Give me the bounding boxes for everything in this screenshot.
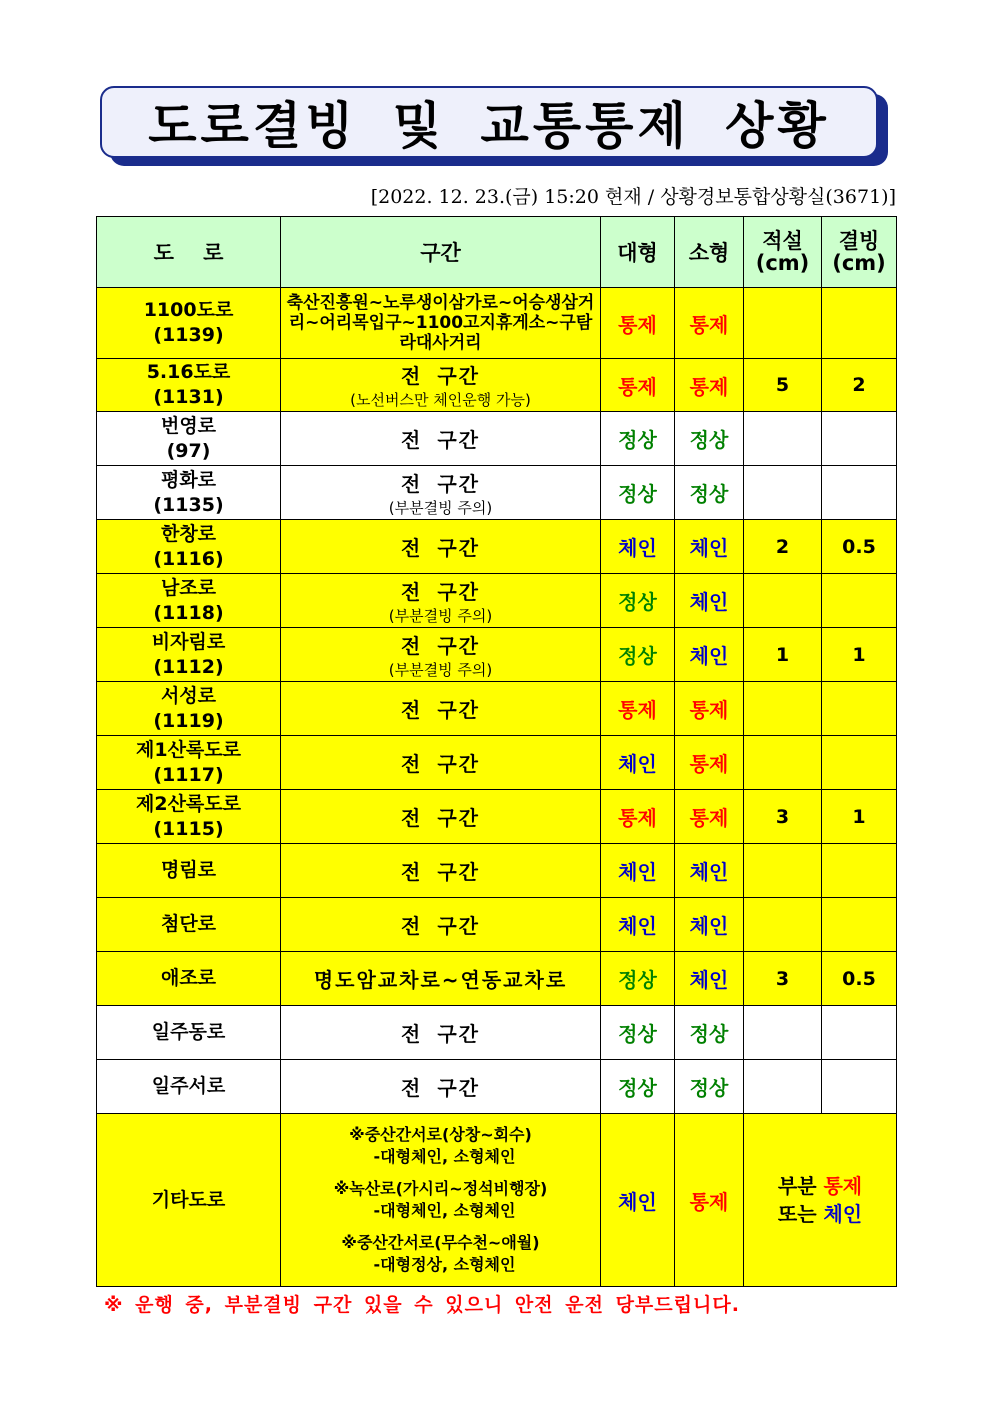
road-name: 제1산록도로 [136,738,241,761]
partial-note: 부분 통제 또는 체인 [744,1114,897,1287]
table-row [97,844,897,898]
road-name: 서성로 [160,684,217,707]
ice-depth: 2 [822,359,897,412]
road-status-table [96,216,897,1287]
section-text: 전 구간 [401,806,480,830]
ice-depth [822,288,897,359]
ice-depth: 1 [822,628,897,682]
large-vehicle-status: 체인 [601,736,675,790]
section-text: 전 구간 [401,752,480,776]
section-text: 전 구간 [401,860,480,884]
table-row [97,1006,897,1060]
section-note: (부분결빙 주의) [388,606,493,625]
road-number: (1139) [153,324,224,346]
road-number: (97) [166,439,211,462]
ice-depth [822,574,897,628]
road-cell [97,790,281,844]
safety-notice: ※ 운행 중, 부분결빙 구간 있을 수 있으니 안전 운전 당부드립니다. [104,1294,740,1316]
small-vehicle-status: 통제 [675,790,744,844]
snow-depth: 3 [744,790,822,844]
section-text: 명도암교차로~연동교차로 [313,968,568,992]
snow-depth [744,898,822,952]
large-vehicle-status: 통제 [601,288,675,359]
road-name: 한창로 [160,522,217,545]
other-route-detail: -대형체인, 소형체인 [373,1201,516,1220]
table-row [97,628,897,682]
large-vehicle-status: 정상 [601,1006,675,1060]
road-cell [97,736,281,790]
ice-depth [822,412,897,466]
table-row [97,520,897,574]
road-name: 평화로 [160,468,217,491]
table-row [97,466,897,520]
road-number: (1118) [153,601,224,624]
snow-depth: 1 [744,628,822,682]
ice-depth [822,466,897,520]
table-header-row [97,217,897,288]
section-text: 전 구간 [401,428,480,452]
large-vehicle-status: 정상 [601,466,675,520]
road-name: 남조로 [160,576,217,599]
small-vehicle-status: 정상 [675,466,744,520]
road-cell [97,1060,281,1114]
title-banner [100,86,890,168]
small-vehicle-status: 정상 [675,1060,744,1114]
table-row [97,682,897,736]
section-text: 전 구간 [401,914,480,938]
header-large: 대형 [601,217,675,288]
section-cell [281,844,601,898]
road-name: 명림로 [160,859,217,881]
header-section: 구간 [281,217,601,288]
snow-depth [744,288,822,359]
section-text: 전 구간 [401,579,480,604]
snow-depth [744,1060,822,1114]
section-note: (노선버스만 체인운행 가능) [350,391,531,409]
ice-depth: 0.5 [822,952,897,1006]
road-name: 일주서로 [151,1075,226,1097]
other-route: ※중산간서로(무수천~애월) [341,1233,540,1252]
table-row [97,1060,897,1114]
section-cell [281,952,601,1006]
road-name: 일주동로 [151,1021,226,1043]
small-vehicle-status: 체인 [675,574,744,628]
road-cell: 기타도로 [97,1114,281,1287]
road-number: (1135) [153,493,224,516]
large-vehicle-status: 통제 [601,790,675,844]
report-timestamp: [2022. 12. 23.(금) 15:20 현재 / 상황경보통합상황실(3671)] [370,186,896,208]
section-cell [281,736,601,790]
section-text: 전 구간 [401,633,480,658]
table-row [97,359,897,412]
section-cell [281,1006,601,1060]
section-cell [281,898,601,952]
road-name: 비자림로 [151,630,226,653]
large-vehicle-status: 정상 [601,412,675,466]
snow-depth: 3 [744,952,822,1006]
snow-depth [744,1006,822,1060]
small-vehicle-status: 통제 [675,736,744,790]
header-ice: 결빙 (cm) [822,217,897,288]
road-cell [97,288,281,359]
section-cell [281,1114,601,1287]
road-name: 번영로 [160,414,217,437]
section-note: (부분결빙 주의) [388,660,493,679]
small-vehicle-status: 정상 [675,1006,744,1060]
large-vehicle-status: 정상 [601,574,675,628]
road-cell [97,466,281,520]
large-vehicle-status: 정상 [601,628,675,682]
table-row [97,288,897,359]
section-text: 전 구간 [401,698,480,722]
road-cell [97,574,281,628]
header-small: 소형 [675,217,744,288]
snow-depth [744,736,822,790]
ice-depth [822,1006,897,1060]
section-text: 전 구간 [401,1022,480,1046]
table-row [97,898,897,952]
large-vehicle-status: 체인 [601,1114,675,1287]
large-vehicle-status: 통제 [601,359,675,412]
section-cell [281,359,601,412]
road-number: (1116) [153,547,224,570]
other-route: ※중산간서로(상창~회수) [349,1125,532,1144]
section-cell [281,682,601,736]
snow-depth [744,682,822,736]
large-vehicle-status: 체인 [601,898,675,952]
small-vehicle-status: 통제 [675,288,744,359]
other-route-detail: -대형체인, 소형체인 [373,1147,516,1166]
section-cell [281,412,601,466]
table-row [97,736,897,790]
snow-depth [744,844,822,898]
table-row [97,952,897,1006]
ice-depth [822,736,897,790]
table-row [97,790,897,844]
section-cell [281,466,601,520]
road-cell [97,1006,281,1060]
ice-depth [822,898,897,952]
large-vehicle-status: 정상 [601,1060,675,1114]
road-name: 제2산록도로 [136,792,241,815]
small-vehicle-status: 체인 [675,520,744,574]
road-name: 첨단로 [160,913,217,935]
small-vehicle-status: 통제 [675,682,744,736]
page-title: 도로결빙 및 교통통제 상황 [148,97,830,155]
snow-depth [744,466,822,520]
snow-depth [744,412,822,466]
table-row [97,412,897,466]
road-number: (1117) [153,763,224,786]
road-cell [97,628,281,682]
road-number: (1112) [153,655,224,678]
section-cell [281,520,601,574]
road-cell [97,359,281,412]
road-cell [97,520,281,574]
table-row [97,574,897,628]
snow-depth: 5 [744,359,822,412]
large-vehicle-status: 정상 [601,952,675,1006]
road-number: (1131) [153,386,224,408]
title-box [100,86,878,158]
small-vehicle-status: 체인 [675,628,744,682]
other-route: ※녹산로(가시리~정석비행장) [333,1179,548,1198]
small-vehicle-status: 정상 [675,412,744,466]
section-cell [281,628,601,682]
road-name: 5.16도로 [146,361,231,383]
section-cell [281,574,601,628]
snow-depth [744,574,822,628]
snow-depth: 2 [744,520,822,574]
ice-depth: 0.5 [822,520,897,574]
section-cell [281,1060,601,1114]
road-number: (1119) [153,709,224,732]
large-vehicle-status: 통제 [601,682,675,736]
road-name: 애조로 [160,967,217,989]
section-text: 전 구간 [401,1076,480,1100]
road-number: (1115) [153,817,224,840]
section-text: 전 구간 [401,536,480,560]
road-cell [97,844,281,898]
small-vehicle-status: 체인 [675,844,744,898]
road-cell [97,682,281,736]
ice-depth [822,844,897,898]
ice-depth: 1 [822,790,897,844]
header-road: 도 로 [97,217,281,288]
header-snow: 적설 (cm) [744,217,822,288]
section-text: 전 구간 [401,471,480,496]
small-vehicle-status: 통제 [675,359,744,412]
ice-depth [822,682,897,736]
small-vehicle-status: 체인 [675,898,744,952]
ice-depth [822,1060,897,1114]
large-vehicle-status: 체인 [601,520,675,574]
road-cell [97,412,281,466]
section-cell: 축산진흥원~노루생이삼가로~어승생삼거리~어리목입구~1100고지휴게소~구탐라대사거리 [281,288,601,359]
road-name: 1100도로 [143,299,234,321]
table-row-other-roads [97,1114,897,1287]
road-cell [97,952,281,1006]
small-vehicle-status: 통제 [675,1114,744,1287]
road-cell [97,898,281,952]
other-route-detail: -대형정상, 소형체인 [373,1255,516,1274]
section-text: 전 구간 [401,364,480,388]
small-vehicle-status: 체인 [675,952,744,1006]
large-vehicle-status: 체인 [601,844,675,898]
section-note: (부분결빙 주의) [388,498,493,517]
section-cell [281,790,601,844]
